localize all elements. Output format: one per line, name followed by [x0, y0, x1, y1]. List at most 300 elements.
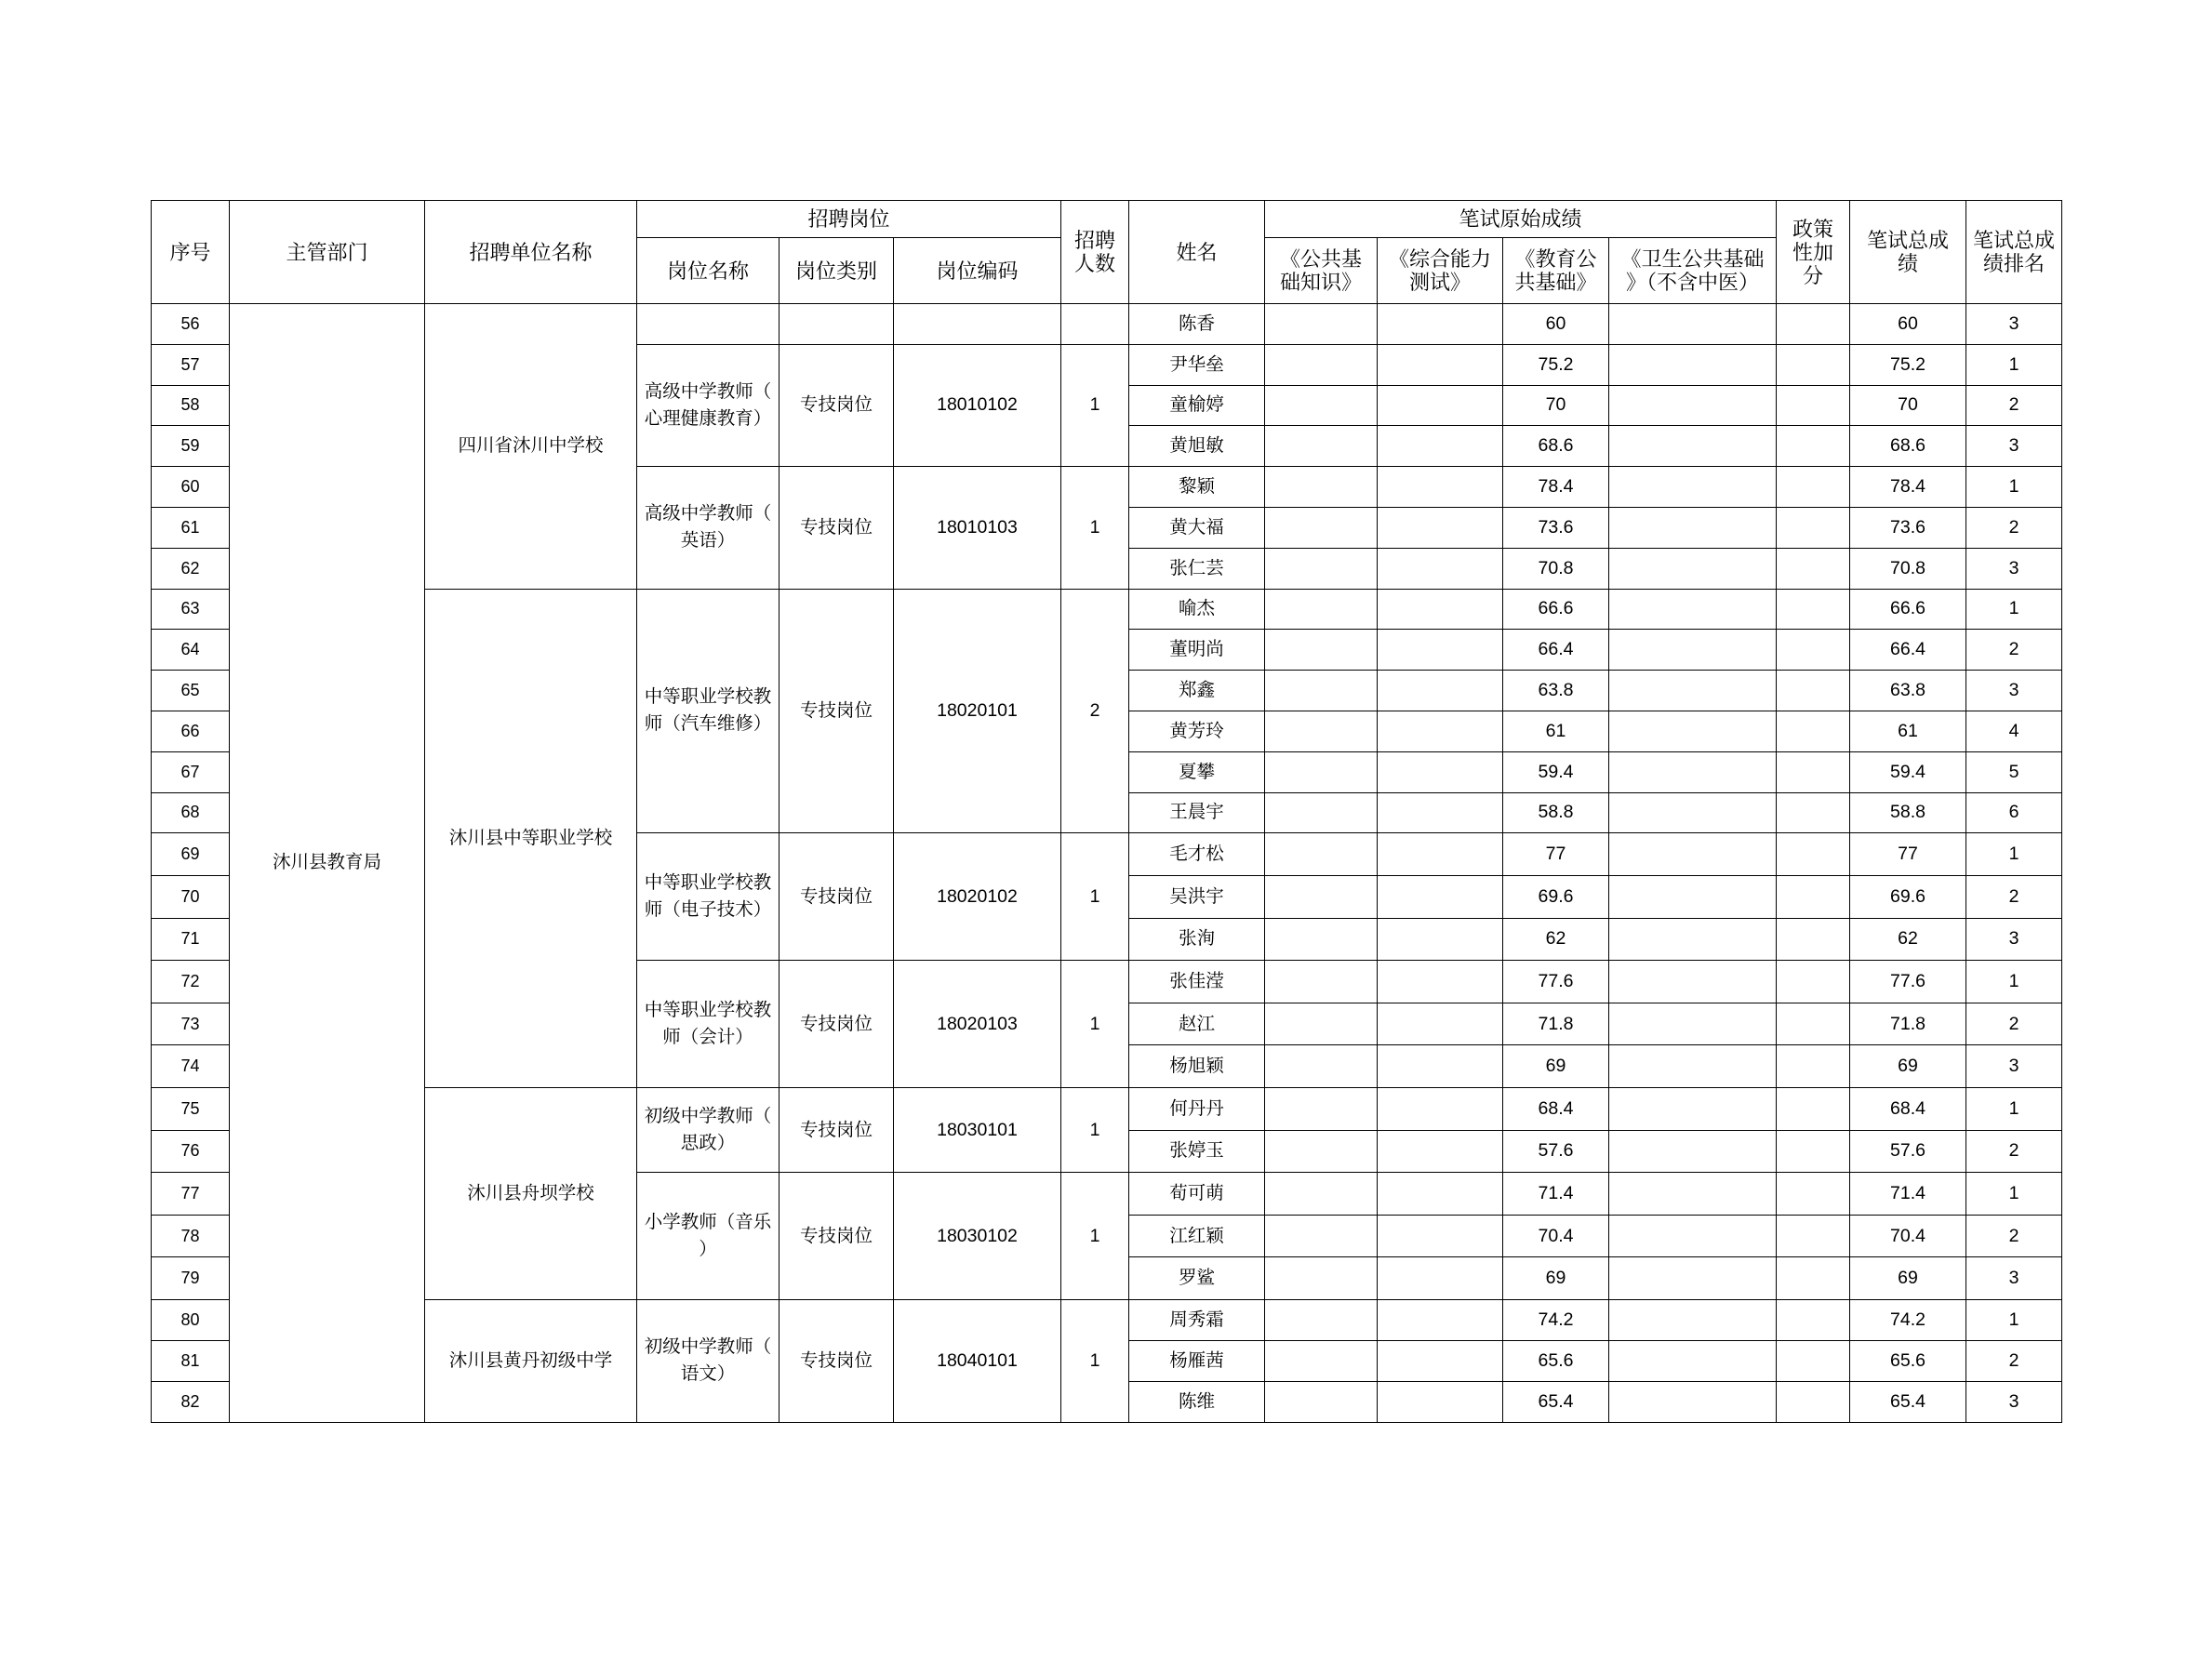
score-ability-cell: [1378, 1003, 1503, 1045]
post-code-cell: 18030101: [894, 1087, 1061, 1172]
score-education-cell: 69.6: [1503, 875, 1609, 918]
header-quota: [1061, 201, 1129, 304]
score-ability-cell: [1378, 1087, 1503, 1130]
seq-cell: 79: [152, 1257, 230, 1300]
candidate-name-cell: 郑鑫: [1129, 671, 1265, 711]
score-ability-cell: [1378, 918, 1503, 961]
score-public-cell: [1265, 630, 1378, 671]
unit-name-cell: 沐川县黄丹初级中学: [425, 1299, 637, 1422]
candidate-name-cell: 杨旭颖: [1129, 1045, 1265, 1088]
header-rank: [1966, 201, 2062, 304]
score-public-cell: [1265, 304, 1378, 345]
score-education-cell: 77: [1503, 833, 1609, 876]
total-score-cell: 66.4: [1850, 630, 1966, 671]
rank-cell: 3: [1966, 548, 2062, 589]
seq-cell: 81: [152, 1340, 230, 1381]
score-public-cell: [1265, 1045, 1378, 1088]
total-score-cell: 63.8: [1850, 671, 1966, 711]
total-score-cell: 60: [1850, 304, 1966, 345]
bonus-cell: [1777, 630, 1850, 671]
seq-cell: 77: [152, 1173, 230, 1216]
total-score-cell: 74.2: [1850, 1299, 1966, 1340]
score-education-cell: 66.4: [1503, 630, 1609, 671]
total-score-cell: 69.6: [1850, 875, 1966, 918]
header-post-type: 岗位类别: [780, 238, 894, 304]
score-ability-cell: [1378, 1340, 1503, 1381]
seq-cell: 78: [152, 1215, 230, 1257]
bonus-cell: [1777, 1381, 1850, 1422]
score-education-cell: 70.8: [1503, 548, 1609, 589]
total-score-cell: 71.4: [1850, 1173, 1966, 1216]
score-education-cell: 77.6: [1503, 961, 1609, 1003]
score-public-cell: [1265, 385, 1378, 426]
score-health-cell: [1609, 548, 1777, 589]
post-type-cell: 专技岗位: [780, 1173, 894, 1300]
bonus-cell: [1777, 1003, 1850, 1045]
header-score-health-label: 《卫生公共基础》（不含中医）: [1620, 247, 1765, 294]
total-score-cell: 77.6: [1850, 961, 1966, 1003]
seq-cell: 58: [152, 385, 230, 426]
post-code-cell: 18020103: [894, 961, 1061, 1088]
post-type-cell: 专技岗位: [780, 344, 894, 466]
total-score-cell: 70: [1850, 385, 1966, 426]
seq-cell: 69: [152, 833, 230, 876]
rank-cell: 3: [1966, 1045, 2062, 1088]
candidate-name-cell: 何丹丹: [1129, 1087, 1265, 1130]
rank-cell: 1: [1966, 1173, 2062, 1216]
seq-cell: 73: [152, 1003, 230, 1045]
candidate-name-cell: 周秀霜: [1129, 1299, 1265, 1340]
seq-cell: 82: [152, 1381, 230, 1422]
total-score-cell: 77: [1850, 833, 1966, 876]
unit-name-cell: 沐川县舟坝学校: [425, 1087, 637, 1299]
rank-cell: 1: [1966, 961, 2062, 1003]
rank-cell: 3: [1966, 426, 2062, 467]
bonus-cell: [1777, 833, 1850, 876]
score-ability-cell: [1378, 875, 1503, 918]
table-header: [152, 201, 2062, 304]
post-type-cell: 专技岗位: [780, 833, 894, 961]
header-unit: 招聘单位名称: [425, 201, 637, 304]
score-education-cell: 71.4: [1503, 1173, 1609, 1216]
rank-cell: 1: [1966, 1299, 2062, 1340]
score-education-cell: 62: [1503, 918, 1609, 961]
score-public-cell: [1265, 1087, 1378, 1130]
bonus-cell: [1777, 1215, 1850, 1257]
score-health-cell: [1609, 1381, 1777, 1422]
header-department: 主管部门: [230, 201, 425, 304]
header-score-health: [1609, 238, 1777, 304]
candidate-name-cell: 张佳滢: [1129, 961, 1265, 1003]
post-name-cell: 小学教师（音乐）: [637, 1173, 780, 1300]
rank-cell: 1: [1966, 1087, 2062, 1130]
score-health-cell: [1609, 1340, 1777, 1381]
score-health-cell: [1609, 833, 1777, 876]
score-ability-cell: [1378, 630, 1503, 671]
score-education-cell: 59.4: [1503, 751, 1609, 792]
header-bonus: [1777, 201, 1850, 304]
score-health-cell: [1609, 344, 1777, 385]
score-education-cell: 65.6: [1503, 1340, 1609, 1381]
post-code-cell: 18020101: [894, 589, 1061, 833]
header-total-label: 笔试总成绩: [1867, 229, 1950, 275]
header-score-public-label: 《公共基础知识》: [1279, 247, 1362, 294]
bonus-cell: [1777, 344, 1850, 385]
bonus-cell: [1777, 1257, 1850, 1300]
score-ability-cell: [1378, 467, 1503, 508]
post-quota-cell: [1061, 304, 1129, 345]
score-public-cell: [1265, 671, 1378, 711]
total-score-cell: 57.6: [1850, 1130, 1966, 1173]
bonus-cell: [1777, 711, 1850, 751]
post-code-cell: 18030102: [894, 1173, 1061, 1300]
post-name-cell: 初级中学教师（思政）: [637, 1087, 780, 1172]
bonus-cell: [1777, 875, 1850, 918]
post-quota-cell: 1: [1061, 961, 1129, 1088]
score-ability-cell: [1378, 589, 1503, 630]
seq-cell: 71: [152, 918, 230, 961]
seq-cell: 80: [152, 1299, 230, 1340]
score-ability-cell: [1378, 304, 1503, 345]
total-score-cell: 69: [1850, 1045, 1966, 1088]
header-post-group: 招聘岗位: [637, 201, 1061, 238]
bonus-cell: [1777, 304, 1850, 345]
score-education-cell: 61: [1503, 711, 1609, 751]
score-public-cell: [1265, 1299, 1378, 1340]
score-public-cell: [1265, 1003, 1378, 1045]
score-health-cell: [1609, 671, 1777, 711]
score-health-cell: [1609, 1215, 1777, 1257]
bonus-cell: [1777, 1130, 1850, 1173]
score-public-cell: [1265, 589, 1378, 630]
score-health-cell: [1609, 467, 1777, 508]
post-quota-cell: 1: [1061, 467, 1129, 589]
score-ability-cell: [1378, 344, 1503, 385]
score-education-cell: 71.8: [1503, 1003, 1609, 1045]
score-health-cell: [1609, 1087, 1777, 1130]
candidate-name-cell: 黄旭敏: [1129, 426, 1265, 467]
post-type-cell: 专技岗位: [780, 467, 894, 589]
post-name-cell: 中等职业学校教师（汽车维修）: [637, 589, 780, 833]
seq-cell: 76: [152, 1130, 230, 1173]
table-row: [152, 304, 2062, 345]
score-education-cell: 66.6: [1503, 589, 1609, 630]
bonus-cell: [1777, 507, 1850, 548]
score-public-cell: [1265, 918, 1378, 961]
score-public-cell: [1265, 751, 1378, 792]
total-score-cell: 59.4: [1850, 751, 1966, 792]
total-score-cell: 71.8: [1850, 1003, 1966, 1045]
candidate-name-cell: 夏攀: [1129, 751, 1265, 792]
post-name-cell: 中等职业学校教师（电子技术）: [637, 833, 780, 961]
seq-cell: 75: [152, 1087, 230, 1130]
bonus-cell: [1777, 385, 1850, 426]
score-health-cell: [1609, 918, 1777, 961]
score-ability-cell: [1378, 961, 1503, 1003]
bonus-cell: [1777, 426, 1850, 467]
bonus-cell: [1777, 792, 1850, 833]
total-score-cell: 62: [1850, 918, 1966, 961]
seq-cell: 62: [152, 548, 230, 589]
score-education-cell: 65.4: [1503, 1381, 1609, 1422]
candidate-name-cell: 黄大福: [1129, 507, 1265, 548]
total-score-cell: 66.6: [1850, 589, 1966, 630]
bonus-cell: [1777, 1173, 1850, 1216]
candidate-name-cell: 喻杰: [1129, 589, 1265, 630]
post-name-cell: 中等职业学校教师（会计）: [637, 961, 780, 1088]
post-quota-cell: 2: [1061, 589, 1129, 833]
header-post-name: 岗位名称: [637, 238, 780, 304]
table-row: [152, 1087, 2062, 1130]
total-score-cell: 78.4: [1850, 467, 1966, 508]
bonus-cell: [1777, 467, 1850, 508]
post-type-cell: 专技岗位: [780, 589, 894, 833]
bonus-cell: [1777, 918, 1850, 961]
total-score-cell: 61: [1850, 711, 1966, 751]
header-row-1: [152, 201, 2062, 238]
header-score-ability-label: 《综合能力测试》: [1388, 247, 1491, 294]
seq-cell: 59: [152, 426, 230, 467]
rank-cell: 6: [1966, 792, 2062, 833]
bonus-cell: [1777, 751, 1850, 792]
score-ability-cell: [1378, 833, 1503, 876]
score-ability-cell: [1378, 671, 1503, 711]
candidate-name-cell: 张仁芸: [1129, 548, 1265, 589]
bonus-cell: [1777, 1340, 1850, 1381]
score-public-cell: [1265, 875, 1378, 918]
score-ability-cell: [1378, 1257, 1503, 1300]
rank-cell: 2: [1966, 1215, 2062, 1257]
score-health-cell: [1609, 426, 1777, 467]
header-rank-label: 笔试总成绩排名: [1973, 229, 2056, 275]
seq-cell: 68: [152, 792, 230, 833]
score-public-cell: [1265, 1340, 1378, 1381]
score-education-cell: 70: [1503, 385, 1609, 426]
score-health-cell: [1609, 385, 1777, 426]
rank-cell: 2: [1966, 630, 2062, 671]
score-education-cell: 60: [1503, 304, 1609, 345]
score-health-cell: [1609, 1003, 1777, 1045]
total-score-cell: 69: [1850, 1257, 1966, 1300]
post-quota-cell: 1: [1061, 1299, 1129, 1422]
candidate-name-cell: 陈维: [1129, 1381, 1265, 1422]
score-ability-cell: [1378, 1215, 1503, 1257]
seq-cell: 65: [152, 671, 230, 711]
unit-name-cell: 四川省沐川中学校: [425, 304, 637, 590]
post-quota-cell: 1: [1061, 1087, 1129, 1172]
candidate-name-cell: 毛才松: [1129, 833, 1265, 876]
score-education-cell: 58.8: [1503, 792, 1609, 833]
score-ability-cell: [1378, 1045, 1503, 1088]
rank-cell: 4: [1966, 711, 2062, 751]
candidate-name-cell: 董明尚: [1129, 630, 1265, 671]
rank-cell: 5: [1966, 751, 2062, 792]
score-ability-cell: [1378, 1173, 1503, 1216]
score-education-cell: 69: [1503, 1045, 1609, 1088]
bonus-cell: [1777, 1087, 1850, 1130]
rank-cell: 2: [1966, 1130, 2062, 1173]
candidate-name-cell: 赵江: [1129, 1003, 1265, 1045]
score-ability-cell: [1378, 507, 1503, 548]
rank-cell: 3: [1966, 1257, 2062, 1300]
score-public-cell: [1265, 548, 1378, 589]
seq-cell: 60: [152, 467, 230, 508]
score-ability-cell: [1378, 1381, 1503, 1422]
candidate-name-cell: 黄芳玲: [1129, 711, 1265, 751]
seq-cell: 56: [152, 304, 230, 345]
candidate-name-cell: 尹华垒: [1129, 344, 1265, 385]
header-score-public: [1265, 238, 1378, 304]
bonus-cell: [1777, 961, 1850, 1003]
rank-cell: 2: [1966, 507, 2062, 548]
score-education-cell: 75.2: [1503, 344, 1609, 385]
post-name-cell: [637, 304, 780, 345]
score-health-cell: [1609, 1257, 1777, 1300]
candidate-name-cell: 黎颖: [1129, 467, 1265, 508]
seq-cell: 61: [152, 507, 230, 548]
post-name-cell: 初级中学教师（语文）: [637, 1299, 780, 1422]
score-public-cell: [1265, 426, 1378, 467]
post-code-cell: 18040101: [894, 1299, 1061, 1422]
post-name-cell: 高级中学教师（英语）: [637, 467, 780, 589]
candidate-name-cell: 江红颖: [1129, 1215, 1265, 1257]
rank-cell: 2: [1966, 1003, 2062, 1045]
table-body: [152, 304, 2062, 1423]
rank-cell: 1: [1966, 833, 2062, 876]
score-education-cell: 68.4: [1503, 1087, 1609, 1130]
score-public-cell: [1265, 467, 1378, 508]
score-health-cell: [1609, 792, 1777, 833]
score-public-cell: [1265, 507, 1378, 548]
score-ability-cell: [1378, 1299, 1503, 1340]
header-name: 姓名: [1129, 201, 1265, 304]
score-health-cell: [1609, 875, 1777, 918]
score-public-cell: [1265, 961, 1378, 1003]
post-name-cell: 高级中学教师（心理健康教育）: [637, 344, 780, 466]
rank-cell: 2: [1966, 1340, 2062, 1381]
unit-name-cell: 沐川县中等职业学校: [425, 589, 637, 1087]
rank-cell: 2: [1966, 385, 2062, 426]
score-public-cell: [1265, 1215, 1378, 1257]
header-post-code: 岗位编码: [894, 238, 1061, 304]
seq-cell: 70: [152, 875, 230, 918]
score-health-cell: [1609, 507, 1777, 548]
header-seq: 序号: [152, 201, 230, 304]
seq-cell: 63: [152, 589, 230, 630]
score-health-cell: [1609, 1173, 1777, 1216]
score-education-cell: 69: [1503, 1257, 1609, 1300]
total-score-cell: 68.6: [1850, 426, 1966, 467]
header-score-education: [1503, 238, 1609, 304]
score-ability-cell: [1378, 1130, 1503, 1173]
candidate-name-cell: 吴洪宇: [1129, 875, 1265, 918]
rank-cell: 3: [1966, 671, 2062, 711]
score-health-cell: [1609, 711, 1777, 751]
post-type-cell: [780, 304, 894, 345]
header-total: [1850, 201, 1966, 304]
candidate-name-cell: 童榆婷: [1129, 385, 1265, 426]
candidate-name-cell: 张洵: [1129, 918, 1265, 961]
score-public-cell: [1265, 1130, 1378, 1173]
score-education-cell: 63.8: [1503, 671, 1609, 711]
seq-cell: 66: [152, 711, 230, 751]
score-education-cell: 74.2: [1503, 1299, 1609, 1340]
post-quota-cell: 1: [1061, 344, 1129, 466]
score-health-cell: [1609, 589, 1777, 630]
rank-cell: 3: [1966, 1381, 2062, 1422]
candidate-name-cell: 罗鲨: [1129, 1257, 1265, 1300]
table-row: [152, 1299, 2062, 1340]
bonus-cell: [1777, 1045, 1850, 1088]
score-public-cell: [1265, 344, 1378, 385]
header-bonus-label: 政策性加分: [1792, 217, 1834, 287]
rank-cell: 3: [1966, 304, 2062, 345]
score-health-cell: [1609, 961, 1777, 1003]
score-public-cell: [1265, 1257, 1378, 1300]
table-row: [152, 589, 2062, 630]
score-public-cell: [1265, 1173, 1378, 1216]
header-score-ability: [1378, 238, 1503, 304]
total-score-cell: 73.6: [1850, 507, 1966, 548]
total-score-cell: 70.8: [1850, 548, 1966, 589]
score-health-cell: [1609, 1130, 1777, 1173]
score-health-cell: [1609, 1045, 1777, 1088]
score-health-cell: [1609, 304, 1777, 345]
score-public-cell: [1265, 711, 1378, 751]
rank-cell: 3: [1966, 918, 2062, 961]
score-public-cell: [1265, 833, 1378, 876]
header-score-group: 笔试原始成绩: [1265, 201, 1777, 238]
score-ability-cell: [1378, 385, 1503, 426]
seq-cell: 67: [152, 751, 230, 792]
seq-cell: 64: [152, 630, 230, 671]
score-ability-cell: [1378, 548, 1503, 589]
post-code-cell: 18020102: [894, 833, 1061, 961]
bonus-cell: [1777, 671, 1850, 711]
total-score-cell: 68.4: [1850, 1087, 1966, 1130]
candidate-name-cell: 陈香: [1129, 304, 1265, 345]
post-type-cell: 专技岗位: [780, 1087, 894, 1172]
score-public-cell: [1265, 792, 1378, 833]
post-quota-cell: 1: [1061, 1173, 1129, 1300]
score-ability-cell: [1378, 792, 1503, 833]
rank-cell: 2: [1966, 875, 2062, 918]
score-table: [151, 200, 2062, 1423]
candidate-name-cell: 王晨宇: [1129, 792, 1265, 833]
post-code-cell: 18010102: [894, 344, 1061, 466]
total-score-cell: 58.8: [1850, 792, 1966, 833]
rank-cell: 1: [1966, 467, 2062, 508]
post-type-cell: 专技岗位: [780, 961, 894, 1088]
score-education-cell: 70.4: [1503, 1215, 1609, 1257]
total-score-cell: 70.4: [1850, 1215, 1966, 1257]
seq-cell: 74: [152, 1045, 230, 1088]
candidate-name-cell: 杨雁茜: [1129, 1340, 1265, 1381]
total-score-cell: 65.6: [1850, 1340, 1966, 1381]
score-education-cell: 57.6: [1503, 1130, 1609, 1173]
rank-cell: 1: [1966, 344, 2062, 385]
score-education-cell: 78.4: [1503, 467, 1609, 508]
score-ability-cell: [1378, 426, 1503, 467]
score-health-cell: [1609, 751, 1777, 792]
rank-cell: 1: [1966, 589, 2062, 630]
post-code-cell: 18010103: [894, 467, 1061, 589]
post-code-cell: [894, 304, 1061, 345]
score-ability-cell: [1378, 751, 1503, 792]
header-score-education-label: 《教育公共基础》: [1514, 247, 1597, 294]
candidate-name-cell: 张婷玉: [1129, 1130, 1265, 1173]
bonus-cell: [1777, 1299, 1850, 1340]
